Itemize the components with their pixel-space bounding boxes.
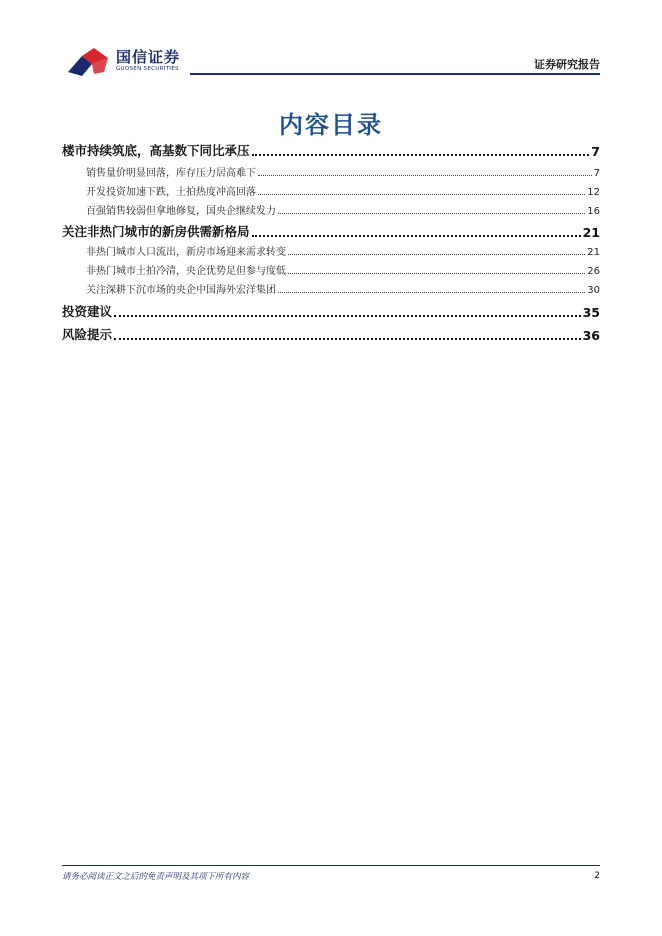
- toc-entry-title: 开发投资加速下跌，土拍热度冲高回落: [86, 187, 256, 198]
- toc-entry-page: 16: [587, 206, 600, 217]
- toc-entry-section[interactable]: [62, 302, 600, 320]
- toc-entry-section[interactable]: [62, 141, 600, 159]
- toc-dot-leader: [114, 338, 581, 340]
- page-number: 2: [594, 871, 600, 881]
- toc-entry-page: 21: [582, 225, 600, 240]
- toc-entry-title: 投资建议: [62, 304, 113, 319]
- toc-entry-title: 楼市持续筑底，高基数下同比承压: [62, 143, 250, 158]
- header-divider: [190, 73, 600, 75]
- toc-entry-title: 非热门城市土拍冷清，央企优势足但参与度低: [86, 266, 286, 277]
- toc-entry-subsection[interactable]: [62, 164, 600, 179]
- toc-entry-section[interactable]: [62, 222, 600, 240]
- toc-dot-leader: [252, 154, 590, 156]
- toc-entry-subsection[interactable]: [62, 243, 600, 258]
- toc-entry-page: 12: [587, 187, 600, 198]
- toc-entry-page: 36: [582, 328, 600, 343]
- toc-entry-section[interactable]: [62, 325, 600, 343]
- toc-entry-title: 关注非热门城市的新房供需新格局: [62, 224, 250, 239]
- footer-disclaimer: 请务必阅读正文之后的免责声明及其项下所有内容: [62, 872, 250, 882]
- toc-dot-leader: [258, 194, 585, 195]
- toc-entry-subsection[interactable]: [62, 202, 600, 217]
- toc-entry-page: 26: [587, 266, 600, 277]
- toc-dot-leader: [114, 315, 581, 317]
- toc-entry-subsection[interactable]: [62, 262, 600, 277]
- toc-entry-title: 非热门城市人口流出，新房市场迎来需求转变: [86, 247, 286, 258]
- toc-entry-title: 百强销售较弱但拿地修复，国央企继续发力: [86, 206, 276, 217]
- toc-entry-title: 关注深耕下沉市场的央企中国海外宏洋集团: [86, 285, 276, 296]
- toc-entry-page: 7: [593, 168, 600, 179]
- guosen-logo: [62, 44, 192, 78]
- toc-entry-page: 30: [587, 285, 600, 296]
- logo-text-en: GUOSEN SECURITIES: [116, 66, 179, 72]
- toc-dot-leader: [278, 292, 585, 293]
- toc-entry-subsection[interactable]: [62, 281, 600, 296]
- page-header: [62, 44, 600, 78]
- guosen-logo-icon: [64, 46, 112, 76]
- toc-dot-leader: [258, 175, 592, 176]
- toc-entry-subsection[interactable]: [62, 183, 600, 198]
- toc-dot-leader: [252, 235, 581, 237]
- toc-title: 内容目录: [279, 111, 383, 139]
- report-type-label: 证券研究报告: [534, 58, 600, 71]
- toc-entry-page: 35: [582, 305, 600, 320]
- toc-dot-leader: [288, 254, 585, 255]
- footer-divider: [62, 865, 600, 866]
- toc-dot-leader: [288, 273, 585, 274]
- toc-dot-leader: [278, 213, 585, 214]
- toc-entry-page: 21: [587, 247, 600, 258]
- toc-entry-title: 风险提示: [62, 327, 113, 342]
- toc-entry-title: 销售量价明显回落，库存压力居高难下: [86, 168, 256, 179]
- logo-text-cn: 国信证券: [116, 48, 181, 66]
- toc-entry-page: 7: [591, 144, 600, 159]
